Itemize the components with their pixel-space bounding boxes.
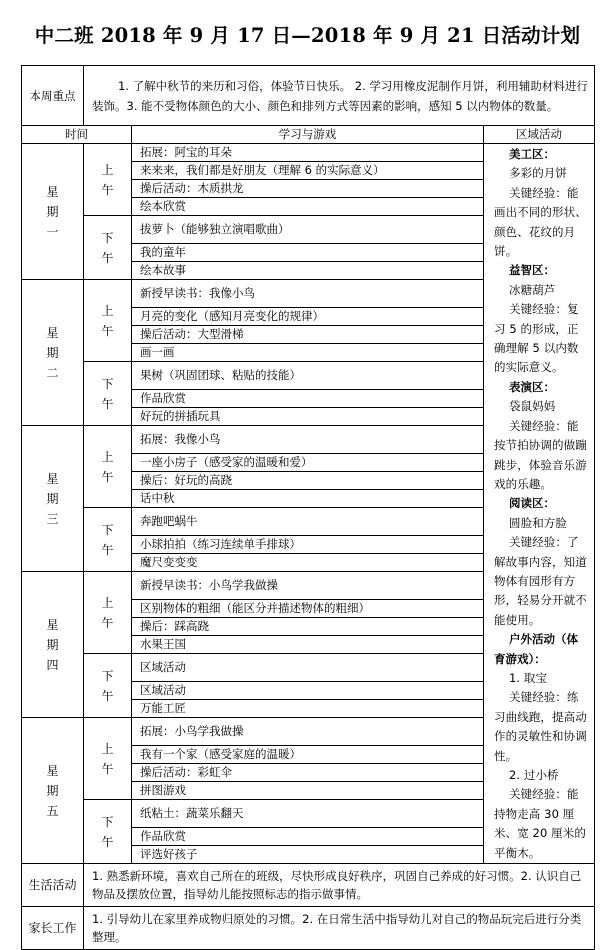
region-line: 关键经验：能按节拍协调的做蹦跳步，体验音乐游戏的乐趣。: [494, 418, 587, 491]
activity-item: 区别物体的粗细（能区分并描述物体的粗细）: [132, 600, 484, 618]
region-line: 袋鼠妈妈: [509, 399, 556, 414]
weekly-focus-label: 本周重点: [22, 66, 84, 126]
activity-item: 拓展：我像小鸟: [132, 426, 484, 454]
day-label-char: 三: [46, 511, 59, 526]
region-line: 1. 取宝: [509, 670, 548, 685]
afternoon-label-char: 下: [101, 376, 114, 391]
learning-header: 学习与游戏: [132, 126, 484, 144]
region-heading: 户外活动（体育游戏）：: [494, 632, 578, 666]
morning-label-char: 上: [101, 741, 114, 756]
parent-work-label: 家长工作: [22, 907, 84, 950]
day-label: [22, 280, 84, 426]
region-line: 关键经验：练习曲线跑，提高动作的灵敏性和协调性。: [494, 690, 587, 763]
day-label-char: 四: [46, 657, 59, 672]
region-header: 区域活动: [484, 126, 595, 144]
activity-item: 操后：踩高跷: [132, 618, 484, 636]
day-label-char: 星: [46, 184, 59, 199]
region-line: 圆脸和方脸: [509, 515, 567, 530]
afternoon-label-char: 午: [101, 250, 114, 265]
morning-label-char: 上: [101, 162, 114, 177]
activity-item: 拓展：小鸟学我做操: [132, 718, 484, 746]
activity-item: 新授早读书：我像小鸟: [132, 280, 484, 308]
region-activities: [484, 144, 595, 864]
schedule-row: [22, 144, 595, 162]
activity-item: 好玩的拼插玩具: [132, 408, 484, 426]
morning-label: [84, 426, 132, 508]
region-line: 2. 过小桥: [509, 768, 559, 782]
activity-item: 我有一个家（感受家庭的温暖）: [132, 746, 484, 764]
region-heading: 阅读区：: [509, 496, 555, 511]
region-line: 关键经验：能画出不同的形状、颜色、花纹的月饼。: [494, 185, 587, 259]
day-label-char: 期: [46, 783, 59, 798]
weekly-focus-row: [22, 66, 595, 126]
activity-item: 我的童年: [132, 244, 484, 262]
region-heading: 表演区：: [509, 379, 555, 394]
day-label-char: 期: [46, 491, 59, 506]
afternoon-label-char: 午: [101, 688, 114, 703]
life-activity-row: [22, 864, 595, 907]
day-label-char: 期: [46, 204, 59, 219]
day-label-char: 一: [46, 224, 59, 239]
day-label-char: 五: [46, 803, 59, 818]
day-label-char: 星: [46, 763, 59, 778]
region-heading: 益智区：: [509, 263, 555, 278]
afternoon-label-char: 午: [101, 834, 114, 849]
activity-item: 操后活动：木质拱龙: [132, 180, 484, 198]
activity-item: 绘本故事: [132, 262, 484, 280]
activity-item: 水果王国: [132, 636, 484, 654]
afternoon-label-char: 午: [101, 542, 114, 557]
region-line: 关键经验：了解故事内容，知道物体有园形有方形，轻易分开就不能使用。: [494, 535, 587, 627]
activity-item: 话中秋: [132, 490, 484, 508]
activity-item: 绘本欣赏: [132, 198, 484, 216]
morning-label-char: 午: [101, 761, 114, 776]
header-row: [22, 126, 595, 144]
activity-item: 区域活动: [132, 654, 484, 682]
morning-label-char: 午: [101, 615, 114, 630]
morning-label: [84, 144, 132, 216]
activity-plan-table: [21, 65, 595, 950]
afternoon-label-char: 午: [101, 396, 114, 411]
day-label: [22, 718, 84, 864]
activity-item: 拔萝卜（能够独立演唱歌曲）: [132, 216, 484, 244]
weekly-focus-text: 1. 了解中秋节的来历和习俗，体验节日快乐。 2. 学习用橡皮泥制作月饼，利用辅助材料进行装饰。3. 能不受物体颜色的大小、颜色和排列方式等因素的影响，感知 5 以内物体的数量。: [84, 66, 595, 126]
activity-item: 操后活动：彩虹伞: [132, 764, 484, 782]
region-line: 关键经验：复习 5 的形成，正确理解 5 以内数的实际意义。: [494, 302, 579, 375]
activity-item: 操后：好玩的高跷: [132, 472, 484, 490]
activity-item: 作品欣赏: [132, 390, 484, 408]
day-label-char: 期: [46, 345, 59, 360]
morning-label-char: 上: [101, 303, 114, 318]
afternoon-label: [84, 216, 132, 280]
time-header: 时间: [22, 126, 132, 144]
day-label-char: 星: [46, 325, 59, 340]
region-line: 关键经验：能持物走高 30 厘米、宽 20 厘米的平衡木。: [494, 787, 586, 860]
parent-work-row: [22, 907, 595, 950]
activity-item: 奔跑吧蜗牛: [132, 508, 484, 536]
activity-item: 纸粘土：蔬菜乐翻天: [132, 800, 484, 828]
page-title: 中二班 2018 年 9 月 17 日—2018 年 9 月 21 日活动计划: [34, 24, 581, 47]
region-line: 多彩的月饼: [509, 166, 567, 181]
activity-item: 万能工匠: [132, 700, 484, 718]
morning-label: [84, 572, 132, 654]
region-heading: 美工区：: [509, 147, 555, 161]
morning-label-char: 午: [101, 182, 114, 197]
afternoon-label: [84, 800, 132, 864]
afternoon-label-char: 下: [101, 668, 114, 683]
activity-item: 拼图游戏: [132, 782, 484, 800]
day-label-char: 二: [46, 365, 59, 380]
activity-item: 月亮的变化（感知月亮变化的规律）: [132, 308, 484, 326]
day-label: [22, 572, 84, 718]
life-activity-label: 生活活动: [22, 864, 84, 907]
activity-item: 操后活动：大型滑梯: [132, 326, 484, 344]
morning-label: [84, 718, 132, 800]
afternoon-label-char: 下: [101, 230, 114, 245]
parent-work-text: 1. 引导幼儿在家里养成物归原处的习惯。2. 在日常生活中指导幼儿对自己的物品玩完后进行分类整理。: [84, 907, 595, 950]
afternoon-label: [84, 508, 132, 572]
activity-item: 区域活动: [132, 682, 484, 700]
day-label-char: 星: [46, 471, 59, 486]
life-activity-text: 1. 熟悉新环境，喜欢自己所在的班级，尽快形成良好秩序，巩固自己养成的好习惯。2. 认识自己物品及摆放位置，指导幼儿能按照标志的指示做事情。: [84, 864, 595, 907]
morning-label-char: 午: [101, 469, 114, 484]
morning-label-char: 上: [101, 595, 114, 610]
activity-item: 果树（巩固团球、粘贴的技能）: [132, 362, 484, 390]
activity-item: 魔尺变变变: [132, 554, 484, 572]
activity-item: 画一画: [132, 344, 484, 362]
day-label-char: 期: [46, 637, 59, 652]
day-label: [22, 426, 84, 572]
region-line: 冰糖葫芦: [509, 282, 556, 297]
afternoon-label-char: 下: [101, 814, 114, 829]
activity-item: 来来来，我们都是好朋友（理解 6 的实际意义）: [132, 162, 484, 180]
activity-item: 新授早读书：小鸟学我做操: [132, 572, 484, 600]
activity-item: 拓展：阿宝的耳朵: [132, 144, 484, 162]
activity-item: 一座小房子（感受家的温暖和爱）: [132, 454, 484, 472]
activity-item: 小球拍拍（练习连续单手排球）: [132, 536, 484, 554]
activity-item: 评选好孩子: [132, 846, 484, 864]
day-label-char: 星: [46, 617, 59, 632]
morning-label: [84, 280, 132, 362]
activity-item: 作品欣赏: [132, 828, 484, 846]
afternoon-label: [84, 654, 132, 718]
morning-label-char: 上: [101, 449, 114, 464]
morning-label-char: 午: [101, 323, 114, 338]
afternoon-label-char: 下: [101, 522, 114, 537]
afternoon-label: [84, 362, 132, 426]
day-label: [22, 144, 84, 280]
